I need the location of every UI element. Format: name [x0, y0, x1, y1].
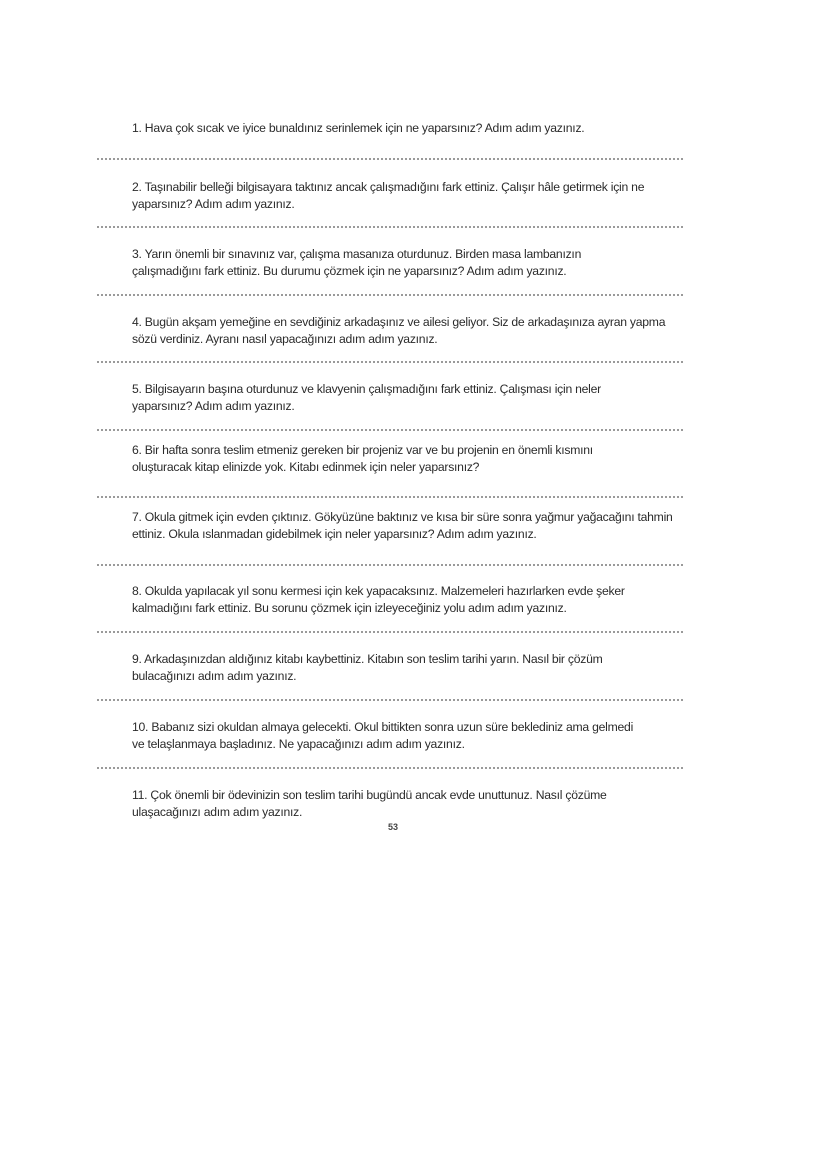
question-7 — [132, 509, 682, 542]
question-6 — [132, 442, 652, 475]
question-text: 7. Okula gitmek için evden çıktınız. Gökyüzüne baktınız ve kısa bir süre sonra yağmur yağacağını tahmin ettiniz. Okula ıslanmadan gidebilmek için neler yaparsınız? Adım adım yazınız. — [132, 510, 673, 541]
question-text: 2. Taşınabilir belleği bilgisayara taktınız ancak çalışmadığını fark ettiniz. Çalışır hâle getirmek için ne yaparsınız? Adım adım yazınız. — [132, 180, 645, 211]
question-2 — [132, 179, 662, 212]
question-text: 3. Yarın önemli bir sınavınız var, çalışma masanıza oturdunuz. Birden masa lambanızın çalışmadığını fark ettiniz. Bu durumu çözmek için ne yaparsınız? Adım adım yazınız. — [132, 247, 582, 278]
question-text: 9. Arkadaşınızdan aldığınız kitabı kaybettiniz. Kitabın son teslim tarihi yarın. Nasıl bir çözüm bulacağınızı adım adım yazınız. — [132, 652, 603, 683]
question-text: 1. Hava çok sıcak ve iyice bunaldınız serinlemek için ne yaparsınız? Adım adım yazınız. — [132, 121, 585, 135]
answer-line — [97, 631, 683, 633]
answer-line — [97, 294, 683, 296]
answer-line — [97, 361, 683, 363]
question-4 — [132, 314, 667, 347]
answer-line — [97, 496, 683, 498]
question-text: 4. Bugün akşam yemeğine en sevdiğiniz arkadaşınız ve ailesi geliyor. Siz de arkadaşınıza ayran yapma sözü verdiniz. Ayranı nasıl yapacağınızı adım adım yazınız. — [132, 315, 666, 346]
answer-line — [97, 226, 683, 228]
answer-line — [97, 429, 683, 431]
question-10 — [132, 719, 642, 752]
question-text: 10. Babanız sizi okuldan almaya gelecekti. Okul bittikten sonra uzun süre beklediniz ama gelmedi ve telaşlanmaya başladınız. Ne yapacağınızı adım adım yazınız. — [132, 720, 634, 751]
question-3 — [132, 246, 632, 279]
answer-line — [97, 158, 683, 160]
question-11 — [132, 787, 612, 820]
question-text: 8. Okulda yapılacak yıl sonu kermesi için kek yapacaksınız. Malzemeleri hazırlarken evde şeker kalmadığını fark ettiniz. Bu sorunu çözmek için izleyeceğiniz yolu adım adım yazınız. — [132, 584, 625, 615]
answer-line — [97, 767, 683, 769]
answer-line — [97, 564, 683, 566]
question-text: 6. Bir hafta sonra teslim etmeniz gereken bir projeniz var ve bu projenin en önemli kısmını oluşturacak kitap elinizde yok. Kitabı edinmek için neler yaparsınız? — [132, 443, 593, 474]
question-text: 11. Çok önemli bir ödevinizin son teslim tarihi bugündü ancak evde unuttunuz. Nasıl çözüme ulaşacağınızı adım adım yazınız. — [132, 788, 607, 819]
page-number: 53 — [388, 822, 399, 832]
question-8 — [132, 583, 677, 616]
question-9 — [132, 651, 622, 684]
question-text: 5. Bilgisayarın başına oturdunuz ve klavyenin çalışmadığını fark ettiniz. Çalışması için neler yaparsınız? Adım adım yazınız. — [132, 382, 601, 413]
answer-line — [97, 699, 683, 701]
question-1 — [132, 120, 692, 137]
question-5 — [132, 381, 647, 414]
